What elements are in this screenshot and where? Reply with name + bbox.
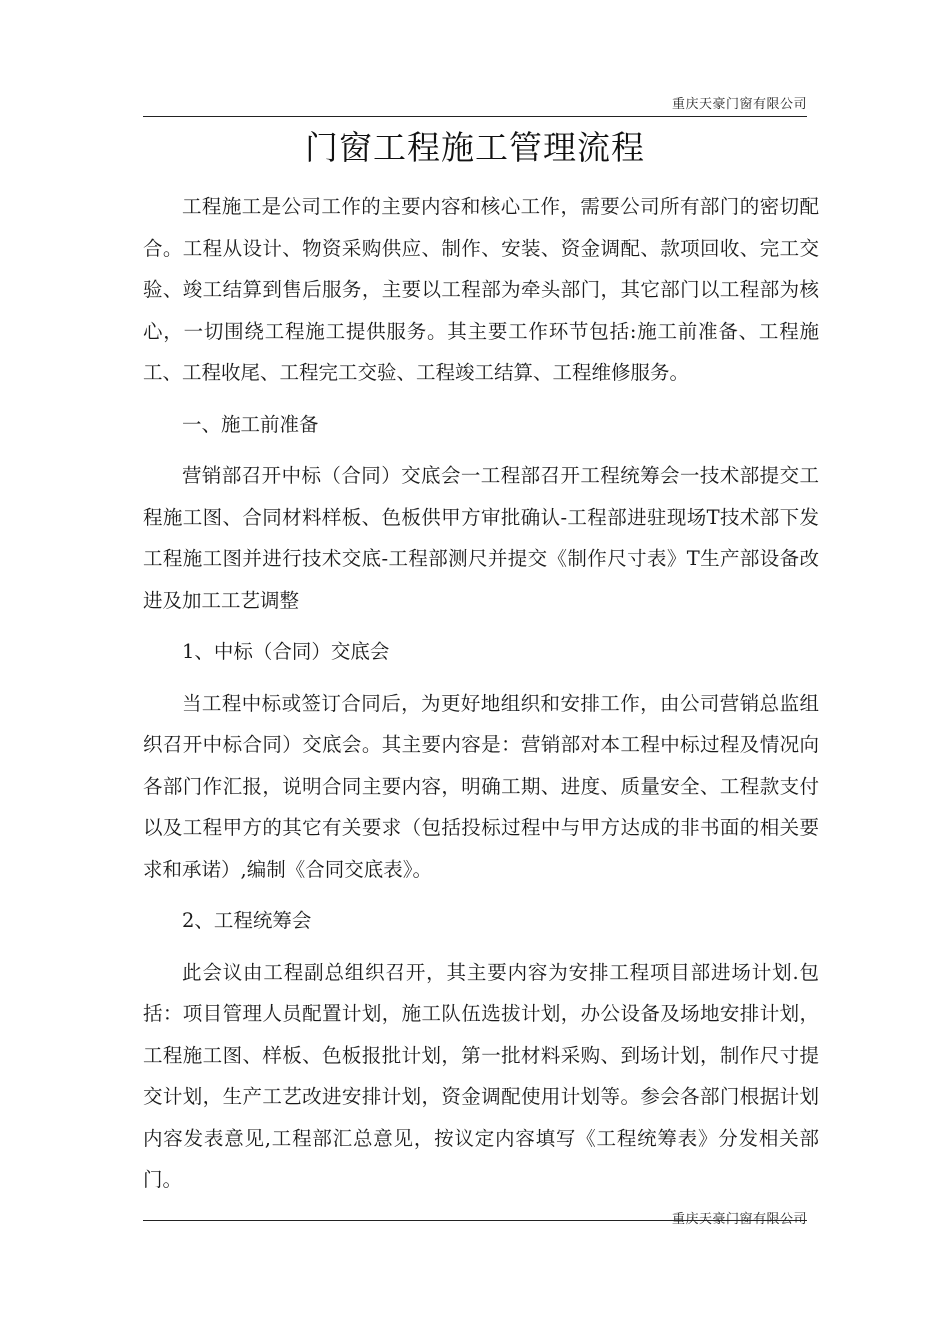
subsection-heading-briefing: 1、中标（合同）交底会 [182,640,390,663]
header-company-name: 重庆天豪门窗有限公司 [671,97,807,112]
briefing-paragraph: 当工程中标或签订合同后，为更好地组织和安排工作，由公司营销总监组织召开中标合同）交底会。其主要内容是：营销部对本工程中标过程及情况向各部门作汇报，说明合同主要内容，明确工期、进度、质量安全、工程款支付以及工程甲方的其它有关要求（包括投标过程中与甲方达成的非书面的相关要求和承诺）,编制《合同交底表》。 [143,691,819,881]
footer-company-name: 重庆天豪门窗有限公司 [671,1212,807,1227]
section-heading-preparation: 一、施工前准备 [182,412,319,436]
preparation-flow-paragraph: 营销部召开中标（合同）交底会一工程部召开工程统筹会一技术部提交工程施工图、合同材料样板、色板供甲方审批确认-工程部进驻现场T技术部下发工程施工图并进行技术交底-工程部测尺并提交《制作尺寸表》T生产部设备改进及加工工艺调整 [143,464,819,612]
document-title: 门窗工程施工管理流程 [305,128,645,167]
footer-divider [143,1220,807,1221]
header-divider [143,116,807,117]
document-body [143,186,819,1201]
subsection-heading-coordination: 2、工程统筹会 [182,909,312,932]
coordination-paragraph: 此会议由工程副总组织召开，其主要内容为安排工程项目部进场计划.包括：项目管理人员配置计划，施工队伍选拔计划，办公设备及场地安排计划，工程施工图、样板、色板报批计划，第一批材料采购、到场计划，制作尺寸提交计划，生产工艺改进安排计划，资金调配使用计划等。参会各部门根据计划内容发表意见,工程部汇总意见，按议定内容填写《工程统筹表》分发相关部门。 [143,960,819,1191]
intro-paragraph: 工程施工是公司工作的主要内容和核心工作，需要公司所有部门的密切配合。工程从设计、物资采购供应、制作、安装、资金调配、款项回收、完工交验、竣工结算到售后服务，主要以工程部为牵头部门，其它部门以工程部为核心，一切围绕工程施工提供服务。其主要工作环节包括:施工前准备、工程施工、工程收尾、工程完工交验、工程竣工结算、工程维修服务。 [143,195,819,384]
